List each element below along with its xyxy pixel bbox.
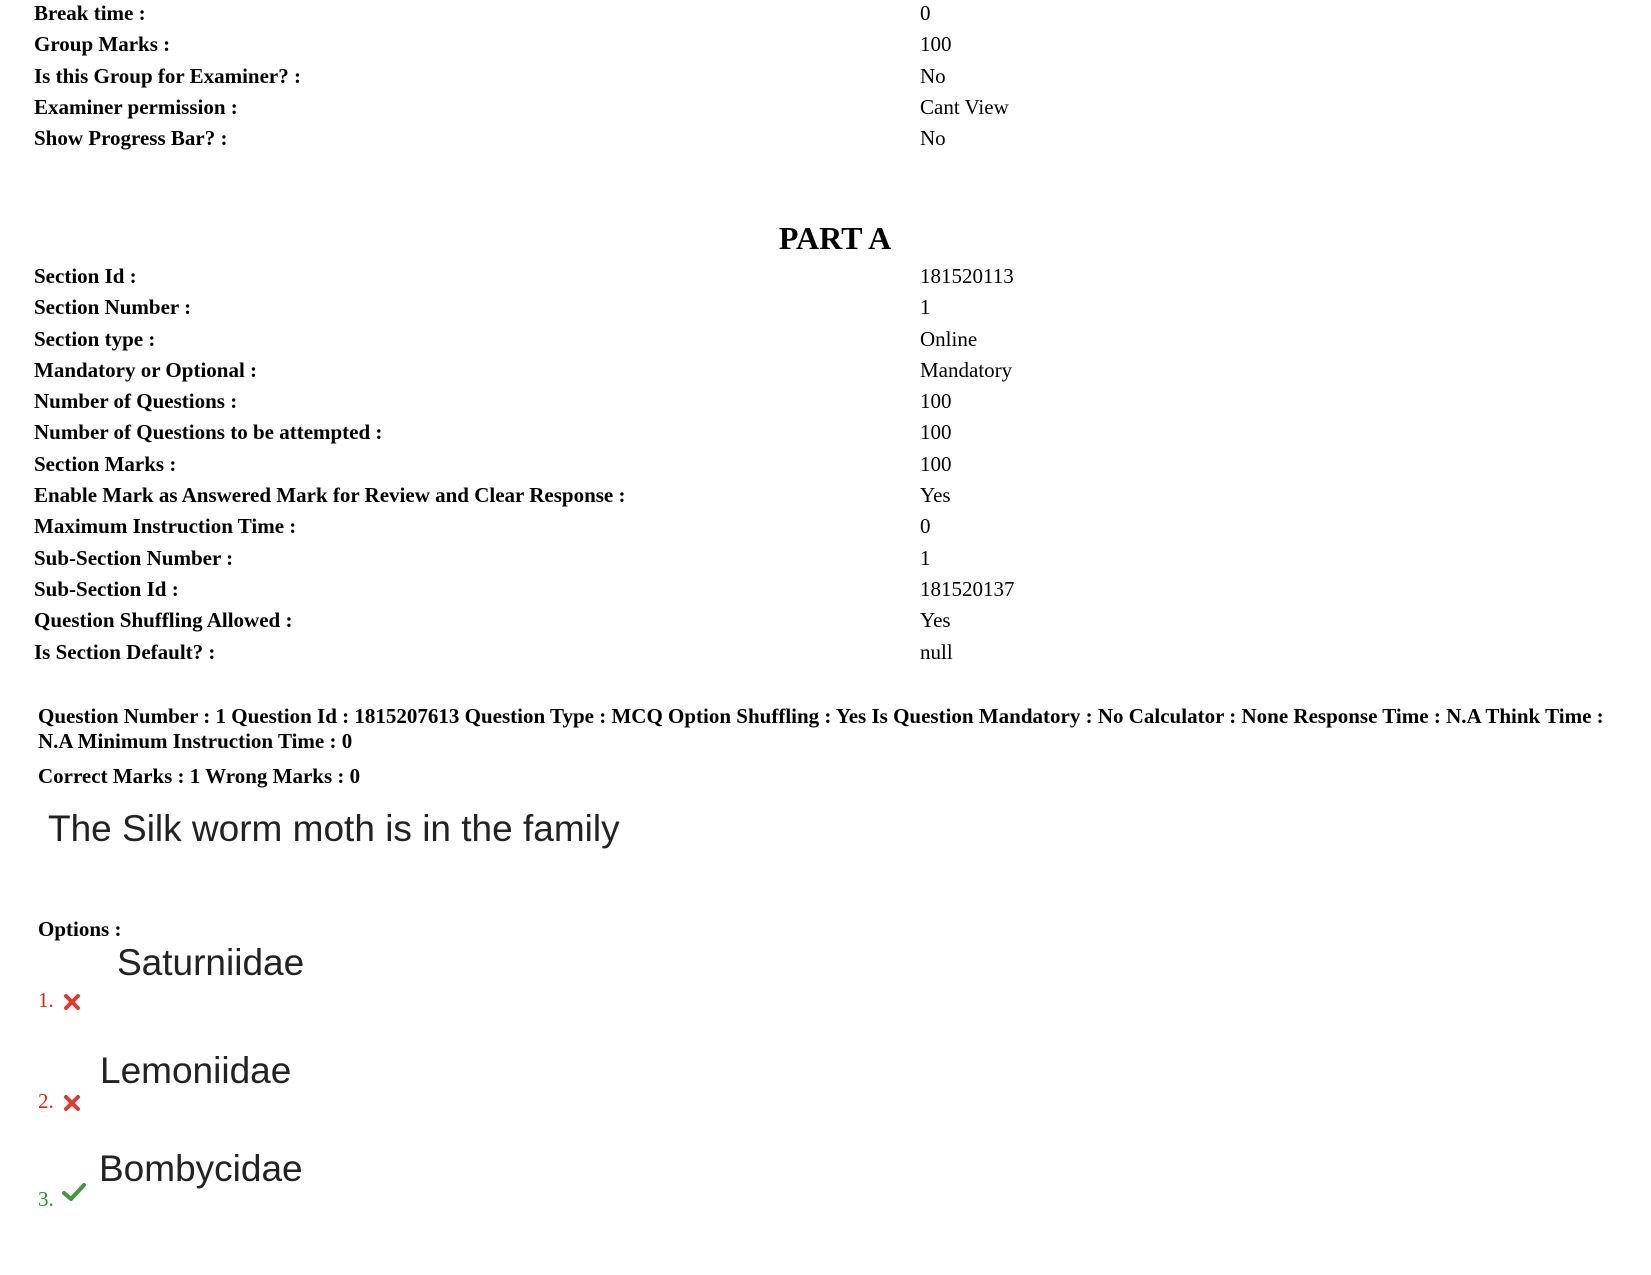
info-row xyxy=(34,292,1634,323)
info-row xyxy=(34,480,1634,511)
options-label: Options : xyxy=(38,917,122,941)
info-value: Online xyxy=(920,326,978,351)
option-text: Lemoniidae xyxy=(100,1050,292,1091)
info-label: Number of Questions to be attempted : xyxy=(34,420,383,445)
info-label: Examiner permission : xyxy=(34,94,238,119)
info-row xyxy=(34,417,1634,448)
info-label: Maximum Instruction Time : xyxy=(34,514,297,539)
info-value: 100 xyxy=(920,389,952,414)
info-label: Is this Group for Examiner? : xyxy=(34,63,301,88)
info-value: 0 xyxy=(920,1,931,25)
info-value: 0 xyxy=(920,514,931,539)
question-text: The Silk worm moth is in the family xyxy=(48,808,620,849)
cross-icon xyxy=(62,992,82,1012)
info-label: Question Shuffling Allowed : xyxy=(34,608,293,633)
info-label: Section Number : xyxy=(34,295,192,320)
check-icon xyxy=(62,1182,86,1202)
info-label: Section type : xyxy=(34,326,156,351)
info-value: 100 xyxy=(920,420,952,445)
info-row xyxy=(34,29,1634,60)
option-text: Bombycidae xyxy=(99,1148,303,1189)
group-info-table xyxy=(34,0,1634,154)
info-label: Mandatory or Optional : xyxy=(34,357,258,382)
info-row xyxy=(34,324,1634,355)
info-row xyxy=(34,543,1634,574)
info-label: Group Marks : xyxy=(34,32,171,57)
info-value: No xyxy=(920,63,946,88)
info-label: Sub-Section Number : xyxy=(34,545,234,570)
info-value: Cant View xyxy=(920,94,1009,119)
info-row xyxy=(34,61,1634,92)
info-label: Sub-Section Id : xyxy=(34,576,179,601)
cross-icon xyxy=(62,1093,82,1113)
info-value: Mandatory xyxy=(920,357,1013,382)
section-heading: PART A xyxy=(778,220,892,256)
section-info-table xyxy=(34,261,1634,668)
info-row xyxy=(34,511,1634,542)
info-row xyxy=(34,605,1634,636)
info-row xyxy=(34,261,1634,292)
info-value: 181520113 xyxy=(920,264,1014,288)
question-marks: Correct Marks : 1 Wrong Marks : 0 xyxy=(38,764,361,788)
info-value: 1 xyxy=(920,545,931,570)
info-row xyxy=(34,92,1634,123)
option-number: 1. xyxy=(38,988,54,1012)
info-label: Section Id : xyxy=(34,264,137,288)
info-label: Section Marks : xyxy=(34,451,177,476)
info-row xyxy=(34,0,1634,29)
info-row xyxy=(34,637,1634,668)
info-label: Number of Questions : xyxy=(34,389,238,414)
option-number: 2. xyxy=(38,1089,54,1113)
question-metadata: Question Number : 1 Question Id : 1815207613 Question Type : MCQ Option Shuffling : Yes Is Question Mandatory : No Calculator : None Response Time : N.A Think Time : N.A Minimum Instruction Time : 0 xyxy=(38,704,1604,753)
info-row xyxy=(34,449,1634,480)
info-label: Is Section Default? : xyxy=(34,639,216,664)
info-row xyxy=(34,386,1634,417)
info-row xyxy=(34,123,1634,154)
info-row xyxy=(34,355,1634,386)
info-value: No xyxy=(920,126,946,151)
info-value: Yes xyxy=(920,483,951,508)
info-label: Show Progress Bar? : xyxy=(34,126,228,151)
info-value: null xyxy=(920,639,953,664)
option-number: 3. xyxy=(38,1187,54,1211)
info-label: Break time : xyxy=(34,1,146,25)
info-value: 181520137 xyxy=(920,576,1015,601)
info-value: 1 xyxy=(920,295,931,320)
info-value: 100 xyxy=(920,451,952,476)
info-value: Yes xyxy=(920,608,951,633)
info-value: 100 xyxy=(920,32,952,57)
info-label: Enable Mark as Answered Mark for Review and Clear Response : xyxy=(34,483,626,508)
info-row xyxy=(34,574,1634,605)
option-text: Saturniidae xyxy=(117,942,305,983)
